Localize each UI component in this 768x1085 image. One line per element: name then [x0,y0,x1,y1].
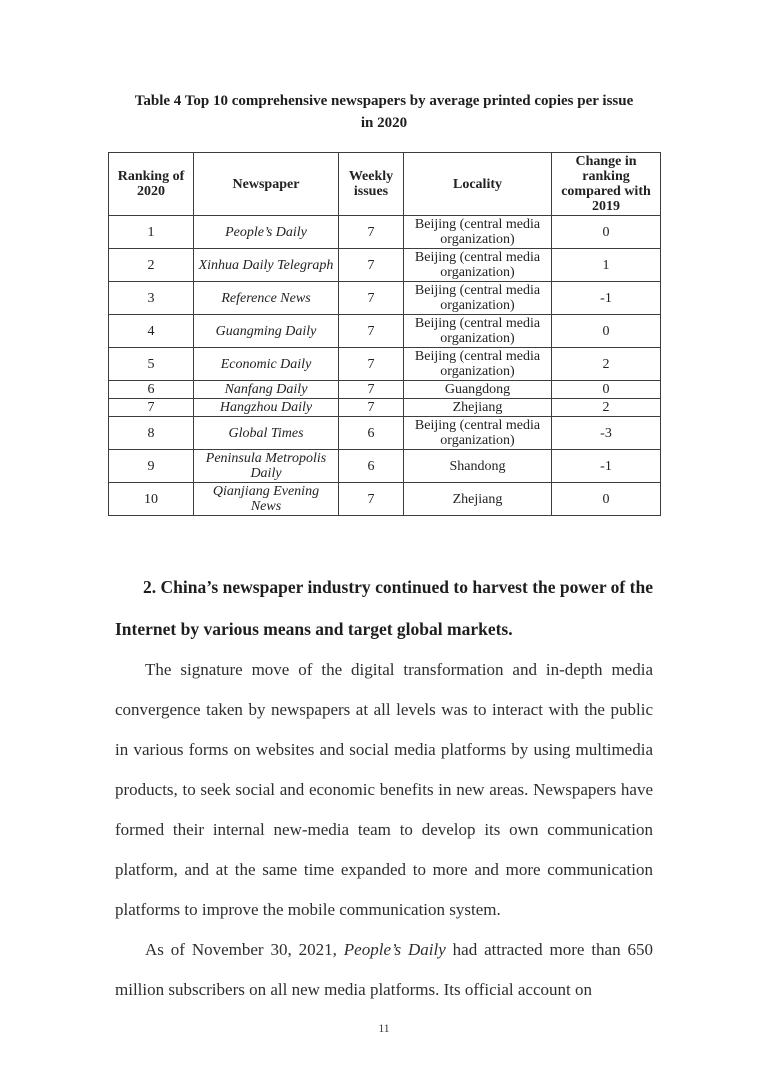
locality-cell: Guangdong [404,381,552,399]
newspaper-cell: People’s Daily [194,216,339,249]
table-header-cell: Weekly issues [339,153,404,216]
rank-cell: 7 [109,399,194,417]
newspaper-cell: Global Times [194,417,339,450]
locality-cell: Zhejiang [404,483,552,516]
table-row [109,282,661,315]
locality-cell: Beijing (central media organization) [404,315,552,348]
rank-cell: 4 [109,315,194,348]
table-caption-line2: in 2020 [360,115,408,131]
table-header-cell: Ranking of 2020 [109,153,194,216]
table-header-cell: Locality [404,153,552,216]
table-row [109,417,661,450]
table-row [109,381,661,399]
paragraph-text: had attracted more than 650 million subscribers on all new media platforms. Its official account on [115,940,653,999]
newspaper-cell: Hangzhou Daily [194,399,339,417]
paragraph-text: As of November 30, 2021, [145,940,344,959]
rank-cell: 2 [109,249,194,282]
table-row [109,450,661,483]
table-row [109,348,661,381]
weekly-issues-cell: 7 [339,249,404,282]
ranking-change-cell: -1 [552,282,661,315]
ranking-change-cell: -1 [552,450,661,483]
weekly-issues-cell: 7 [339,216,404,249]
locality-cell: Zhejiang [404,399,552,417]
table-header-row [109,153,661,216]
locality-cell: Beijing (central media organization) [404,348,552,381]
table-row [109,399,661,417]
rank-cell: 6 [109,381,194,399]
ranking-change-cell: 0 [552,483,661,516]
rank-cell: 1 [109,216,194,249]
newspaper-cell: Economic Daily [194,348,339,381]
ranking-change-cell: 2 [552,399,661,417]
locality-cell: Beijing (central media organization) [404,249,552,282]
weekly-issues-cell: 7 [339,315,404,348]
newspaper-cell: Peninsula Metropolis Daily [194,450,339,483]
table-row [109,216,661,249]
paragraph-digital-transformation [115,650,653,930]
ranking-change-cell: 2 [552,348,661,381]
ranking-change-cell: 1 [552,249,661,282]
table-row [109,249,661,282]
locality-cell: Shandong [404,450,552,483]
table-caption [115,90,653,134]
newspaper-cell: Guangming Daily [194,315,339,348]
publication-name-italic: People’s Daily [343,940,446,959]
weekly-issues-cell: 7 [339,483,404,516]
table-body [109,216,661,516]
rank-cell: 9 [109,450,194,483]
newspaper-cell: Xinhua Daily Telegraph [194,249,339,282]
weekly-issues-cell: 7 [339,282,404,315]
rank-cell: 8 [109,417,194,450]
paragraph-text: The signature move of the digital transformation and in-depth media convergence taken by newspapers at all levels was to interact with the public in various forms on websites and social media platforms by using multimedia products, to seek social and economic benefits in new areas. Newspapers have formed their internal new-media team to develop its own communication platform, and at the same time expanded to more and more communication platforms to improve the mobile communication system. [115,660,653,919]
newspaper-cell: Reference News [194,282,339,315]
table-row [109,483,661,516]
locality-cell: Beijing (central media organization) [404,216,552,249]
rank-cell: 3 [109,282,194,315]
ranking-change-cell: -3 [552,417,661,450]
weekly-issues-cell: 7 [339,399,404,417]
weekly-issues-cell: 7 [339,348,404,381]
locality-cell: Beijing (central media organization) [404,417,552,450]
table-caption-line1: Table 4 Top 10 comprehensive newspapers by average printed copies per issue [134,93,634,109]
table-header-cell: Change in ranking compared with 2019 [552,153,661,216]
paragraph-subscribers [115,930,653,1010]
ranking-change-cell: 0 [552,315,661,348]
table-row [109,315,661,348]
ranking-change-cell: 0 [552,216,661,249]
rank-cell: 10 [109,483,194,516]
newspaper-cell: Qianjiang Evening News [194,483,339,516]
ranking-change-cell: 0 [552,381,661,399]
section-heading: 2. China’s newspaper industry continued to harvest the power of the Internet by various means and target global markets. [115,577,653,639]
newspapers-table [108,152,661,516]
weekly-issues-cell: 6 [339,450,404,483]
newspaper-cell: Nanfang Daily [194,381,339,399]
page-number: 11 [378,1023,390,1035]
weekly-issues-cell: 6 [339,417,404,450]
weekly-issues-cell: 7 [339,381,404,399]
rank-cell: 5 [109,348,194,381]
table-header-cell: Newspaper [194,153,339,216]
locality-cell: Beijing (central media organization) [404,282,552,315]
